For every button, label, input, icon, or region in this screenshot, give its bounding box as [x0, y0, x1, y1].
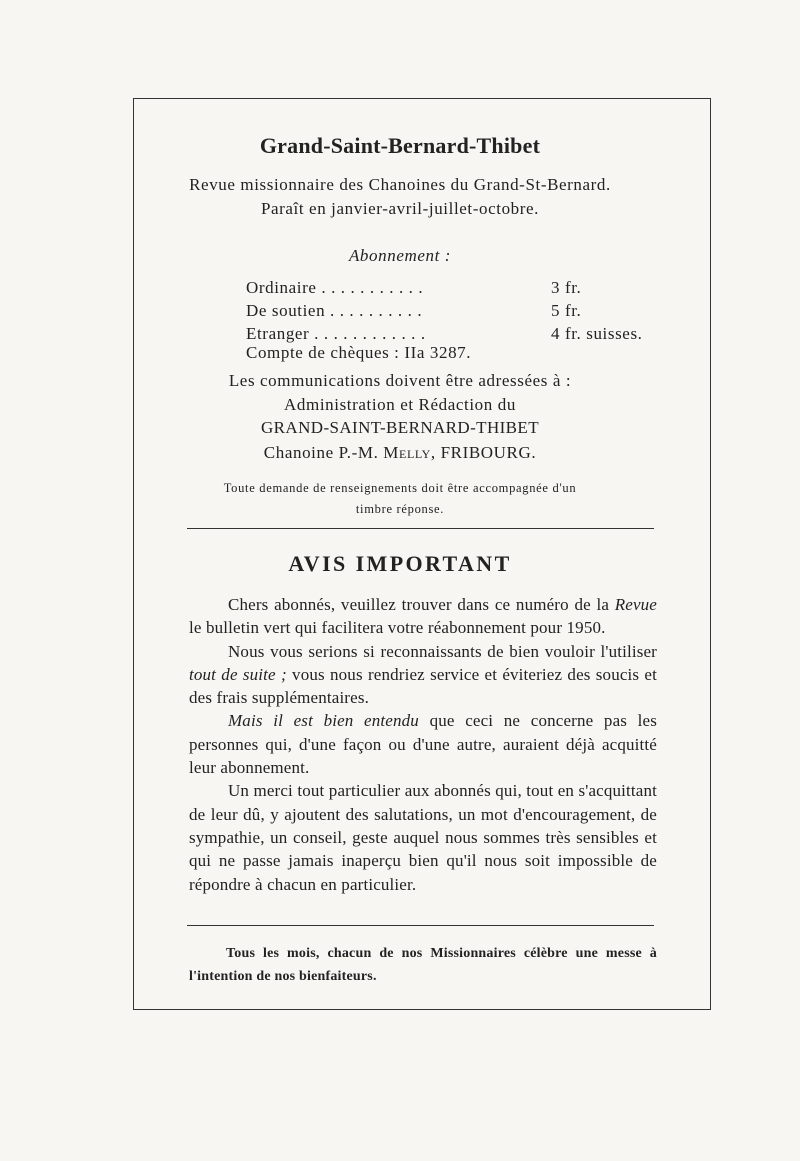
- subscription-label: De soutien . . . . . . . . . .: [246, 301, 423, 320]
- text-run: vous nous rendriez service et éviteriez des soucis et des frais supplémentaires.: [189, 664, 657, 708]
- text-run-italic: tout de suite ;: [189, 664, 287, 684]
- footer-text: Tous les mois, chacun de nos Missionnaires célèbre une messe à l'intention de nos bienfaiteurs.: [189, 946, 657, 984]
- notice-paragraph-3: [189, 709, 657, 779]
- notice-paragraph-4: Un merci tout particulier aux abonnés qui, tout en s'acquittant de leur dû, y ajoutent des salutations, un mot d'encouragement, de sympathie, un conseil, geste auquel nous sommes très sensibles et qui ne passe jamais inaperçu bien qu'il nous soit impossible de répondre à chacun en particulier.: [189, 781, 657, 894]
- contact-person-name: Melly: [383, 443, 431, 462]
- notice-heading: AVIS IMPORTANT: [288, 551, 512, 576]
- text-run: que ceci ne concerne pas les personnes qui, d'une façon ou d'une autre, auraient déjà acquitté leur abonnement.: [189, 711, 657, 778]
- notice-paragraph-2: [189, 640, 657, 710]
- divider: [187, 925, 654, 926]
- account-number: Compte de chèques : IIa 3287.: [246, 343, 472, 362]
- subscription-heading: Abonnement :: [348, 246, 452, 265]
- subtitle-line-1: Revue missionnaire des Chanoines du Grand-St-Bernard.: [189, 175, 611, 194]
- notice-paragraph-1: [189, 593, 657, 640]
- contact-intro: Les communications doivent être adressées à :: [228, 371, 572, 390]
- subscription-price: 4 fr. suisses.: [551, 324, 643, 343]
- contact-department: Administration et Rédaction du: [284, 395, 516, 414]
- contact-person-suffix: , FRIBOURG.: [430, 443, 537, 462]
- text-run: Chers abonnés, veuillez trouver dans ce numéro de la: [228, 595, 615, 614]
- note-line-1: Toute demande de renseignements doit être accompagnée d'un: [223, 481, 577, 495]
- contact-person: [0, 443, 800, 463]
- subscription-label: Ordinaire . . . . . . . . . . .: [246, 278, 424, 297]
- text-run: le bulletin vert qui facilitera votre réabonnement pour 1950.: [189, 618, 606, 638]
- text-run-italic: Mais il est bien entendu: [228, 711, 419, 731]
- page-title: Grand-Saint-Bernard-Thibet: [259, 133, 541, 158]
- subtitle-line-2: Paraît en janvier-avril-juillet-octobre.: [260, 199, 540, 218]
- subscription-label: Etranger . . . . . . . . . . . .: [246, 324, 426, 343]
- note-line-2: timbre réponse.: [355, 502, 445, 516]
- text-run: Nous vous serions si reconnaissants de bien vouloir l'utiliser: [228, 641, 657, 661]
- notice-body: [189, 593, 657, 896]
- divider: [187, 528, 654, 529]
- subscription-price: 3 fr.: [551, 278, 582, 297]
- footer-note: [189, 942, 657, 988]
- text-run-italic: Revue: [614, 595, 657, 614]
- contact-person-prefix: Chanoine P.-M.: [263, 443, 384, 462]
- subscription-price: 5 fr.: [551, 301, 582, 320]
- contact-publication: GRAND-SAINT-BERNARD-THIBET: [261, 418, 539, 437]
